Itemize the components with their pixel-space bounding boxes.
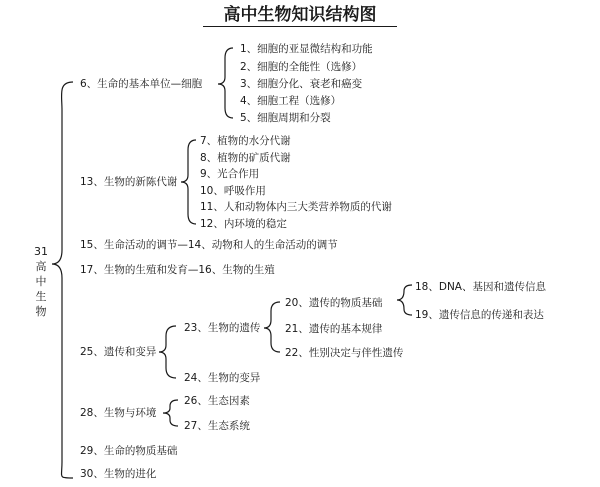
topic-ecosystem: 27、生态系统 bbox=[184, 420, 250, 432]
brace-t25 bbox=[159, 326, 176, 378]
cell-item: 5、细胞周期和分裂 bbox=[240, 112, 331, 124]
brace-t20 bbox=[397, 285, 412, 315]
diagram-title: 高中生物知识结构图 bbox=[223, 5, 377, 25]
metabolism-item: 10、呼吸作用 bbox=[200, 185, 266, 197]
metabolism-item: 11、人和动物体内三大类营养物质的代谢 bbox=[200, 201, 392, 213]
brace-t13 bbox=[181, 140, 196, 224]
brace-t23 bbox=[264, 302, 280, 352]
topic-organism-environment: 28、生物与环境 bbox=[80, 407, 157, 419]
cell-item: 4、细胞工程（选修） bbox=[240, 95, 342, 107]
topic-dna-gene: 18、DNA、基因和遗传信息 bbox=[415, 281, 546, 293]
cell-item: 2、细胞的全能性（选修） bbox=[240, 61, 363, 73]
topic-evolution: 30、生物的进化 bbox=[80, 468, 157, 480]
brace-t28 bbox=[163, 400, 178, 426]
topic-variation: 24、生物的变异 bbox=[184, 372, 261, 384]
brace-t6 bbox=[218, 48, 233, 118]
topic-genetic-material: 20、遗传的物质基础 bbox=[285, 297, 383, 309]
cell-item: 1、细胞的亚显微结构和功能 bbox=[240, 43, 373, 55]
topic-regulation: 15、生命活动的调节—14、动物和人的生命活动的调节 bbox=[80, 239, 338, 251]
topic-gene-expression: 19、遗传信息的传递和表达 bbox=[415, 309, 544, 321]
metabolism-item: 9、光合作用 bbox=[200, 168, 260, 180]
topic-heredity-variation: 25、遗传和变异 bbox=[80, 346, 157, 358]
root-brace bbox=[52, 82, 73, 478]
topic-genetic-laws: 21、遗传的基本规律 bbox=[285, 323, 383, 335]
topic-reproduction: 17、生物的生殖和发育—16、生物的生殖 bbox=[80, 264, 275, 276]
topic-heredity: 23、生物的遗传 bbox=[184, 322, 261, 334]
metabolism-item: 12、内环境的稳定 bbox=[200, 218, 287, 230]
topic-metabolism: 13、生物的新陈代谢 bbox=[80, 176, 178, 188]
root-label: 高中生物 bbox=[35, 260, 47, 318]
topic-cell: 6、生命的基本单位—细胞 bbox=[80, 78, 203, 90]
topic-ecological-factors: 26、生态因素 bbox=[184, 395, 250, 407]
topic-material-basis: 29、生命的物质基础 bbox=[80, 445, 178, 457]
metabolism-item: 7、植物的水分代谢 bbox=[200, 135, 291, 147]
cell-item: 3、细胞分化、衰老和癌变 bbox=[240, 78, 363, 90]
topic-sex-linked: 22、性别决定与伴性遗传 bbox=[285, 347, 404, 359]
root-number: 31 bbox=[34, 245, 48, 258]
metabolism-item: 8、植物的矿质代谢 bbox=[200, 152, 291, 164]
